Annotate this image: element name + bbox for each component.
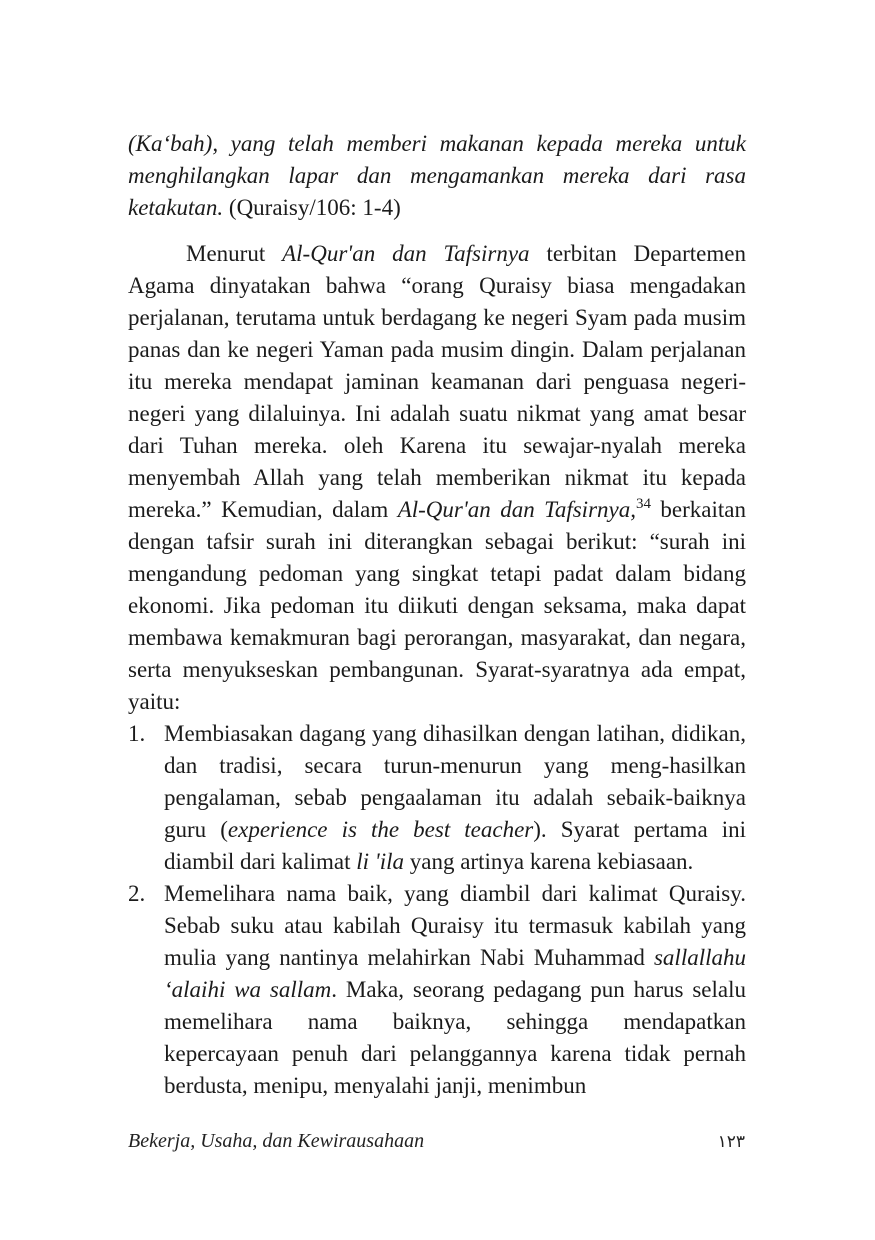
book-title-italic: Al-Qur'an dan Tafsirnya (282, 241, 530, 266)
paragraph-text: Menurut (186, 241, 283, 266)
list-item-2 (128, 878, 746, 1102)
list-text: . Maka, seorang pedagang pun harus selalu memelihara nama baiknya, sehingga mendapatkan kepercayaan penuh dari pelanggannya karena tidak pernah berdusta, menipu, menyalahi janji, menimbun (164, 977, 746, 1098)
list-item-text (164, 878, 746, 1102)
paragraph-text: terbitan Departemen Agama dinyatakan bahwa “orang Quraisy biasa mengadakan perjalanan, terutama untuk berdagang ke negeri Syam pada musim panas dan ke negeri Yaman pada musim dingin. Dalam perjalanan itu mereka mendapat jaminan keamanan dari penguasa negeri-negeri yang dilaluinya. Ini adalah suatu nikmat yang amat besar dari Tuhan mereka. oleh Karena itu sewajar-nyalah mereka menyembah Allah yang telah memberikan nikmat itu kepada mereka.” Kemudian, dalam (128, 241, 746, 522)
quran-translation-quote (128, 128, 746, 224)
footer-page-number: ١٢٣ (717, 1132, 745, 1152)
arabic-phrase-italic: sallallahu ‘alaihi wa sallam (164, 945, 746, 1002)
quote-surah-reference: (Quraisy/106: 1-4) (223, 195, 401, 220)
list-marker: 2. (128, 881, 146, 906)
arabic-term-italic: li 'ila (356, 849, 404, 874)
list-text: yang artinya karena kebiasaan. (404, 849, 694, 874)
page-content (128, 128, 746, 1102)
list-item-1 (128, 718, 746, 878)
paragraph-text: berkaitan dengan tafsir surah ini diterangkan sebagai berikut: “surah ini mengandung pedoman yang singkat tetapi padat dalam bidang ekonomi. Jika pedoman itu diikuti dengan seksama, maka dapat membawa kemakmuran bagi perorangan, masyarakat, dan negara, serta menyukseskan pembangunan. Syarat-syaratnya ada empat, yaitu: (128, 497, 746, 714)
footer-book-title: Bekerja, Usaha, dan Kewirausahaan (128, 1130, 425, 1152)
list-text: ). Syarat pertama ini diambil dari kalimat (164, 817, 747, 874)
tafsir-paragraph (128, 238, 746, 718)
book-title-italic: Al-Qur'an dan Tafsirnya, (397, 497, 636, 522)
footnote-ref-34: 34 (635, 496, 651, 512)
list-text: Membiasakan dagang yang dihasilkan dengan latihan, didikan, dan tradisi, secara turun-menurun yang meng-hasilkan pengalaman, sebab pengaalaman itu adalah sebaik-baiknya guru ( (164, 721, 746, 842)
page-footer (128, 1130, 745, 1153)
requirements-list (128, 718, 746, 1102)
list-text: Memelihara nama baik, yang diambil dari kalimat Quraisy. Sebab suku atau kabilah Quraisy itu termasuk kabilah yang mulia yang nantinya melahirkan Nabi Muhammad (164, 881, 746, 970)
quote-italic-text: (Ka‘bah), yang telah memberi makanan kepada mereka untuk menghilangkan lapar dan mengamankan mereka dari rasa ketakutan. (128, 131, 746, 220)
list-item-text (164, 718, 746, 878)
list-marker: 1. (128, 721, 146, 746)
english-phrase-italic: experience is the best teacher (227, 817, 534, 842)
